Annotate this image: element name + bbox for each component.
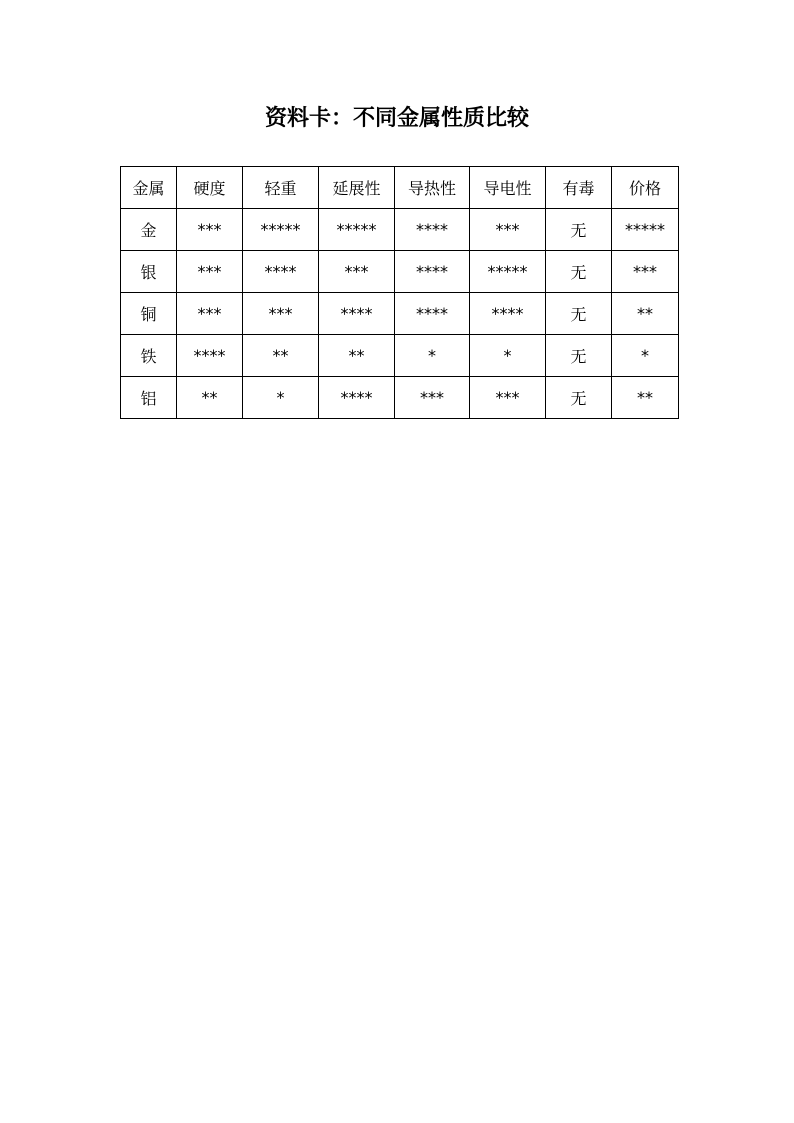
header-cell-electrical-conductivity: 导电性 <box>470 167 546 209</box>
table-cell: **** <box>395 209 470 251</box>
table-cell: ** <box>612 293 679 335</box>
table-cell: ** <box>612 377 679 419</box>
table-cell: 无 <box>546 335 612 377</box>
header-cell-metal: 金属 <box>121 167 177 209</box>
table-cell: **** <box>470 293 546 335</box>
table-cell: ** <box>319 335 395 377</box>
header-cell-thermal-conductivity: 导热性 <box>395 167 470 209</box>
table-cell: ***** <box>243 209 319 251</box>
header-cell-toxicity: 有毒 <box>546 167 612 209</box>
table-cell: **** <box>319 293 395 335</box>
table-cell: 铁 <box>121 335 177 377</box>
table-cell: *** <box>177 293 243 335</box>
table-cell: *** <box>177 251 243 293</box>
table-cell: 无 <box>546 209 612 251</box>
table-cell: **** <box>177 335 243 377</box>
page-title: 资料卡：不同金属性质比较 <box>264 105 529 131</box>
table-cell: 银 <box>121 251 177 293</box>
table-cell: * <box>395 335 470 377</box>
table-cell: * <box>612 335 679 377</box>
table-cell: *** <box>319 251 395 293</box>
table-cell: **** <box>395 293 470 335</box>
table-cell: * <box>470 335 546 377</box>
table-cell: ***** <box>319 209 395 251</box>
table-cell: 铜 <box>121 293 177 335</box>
table-cell: *** <box>612 251 679 293</box>
table-cell: *** <box>177 209 243 251</box>
table-cell: *** <box>470 377 546 419</box>
header-cell-price: 价格 <box>612 167 679 209</box>
table-row <box>121 209 679 251</box>
table-cell: ***** <box>470 251 546 293</box>
header-cell-ductility: 延展性 <box>319 167 395 209</box>
header-cell-weight: 轻重 <box>243 167 319 209</box>
metal-comparison-table <box>120 166 679 419</box>
table-cell: 无 <box>546 293 612 335</box>
table-cell: **** <box>395 251 470 293</box>
table-cell: * <box>243 377 319 419</box>
table-cell: ***** <box>612 209 679 251</box>
table-row <box>121 377 679 419</box>
table-cell: ** <box>177 377 243 419</box>
table-row <box>121 251 679 293</box>
table-header-row <box>121 167 679 209</box>
table-cell: **** <box>319 377 395 419</box>
table-cell: **** <box>243 251 319 293</box>
table-row <box>121 335 679 377</box>
table-cell: 金 <box>121 209 177 251</box>
table-cell: 无 <box>546 251 612 293</box>
table-cell: 无 <box>546 377 612 419</box>
header-cell-hardness: 硬度 <box>177 167 243 209</box>
table-cell: ** <box>243 335 319 377</box>
table-cell: *** <box>395 377 470 419</box>
table-cell: *** <box>243 293 319 335</box>
table-cell: 铝 <box>121 377 177 419</box>
table-row <box>121 293 679 335</box>
table-cell: *** <box>470 209 546 251</box>
